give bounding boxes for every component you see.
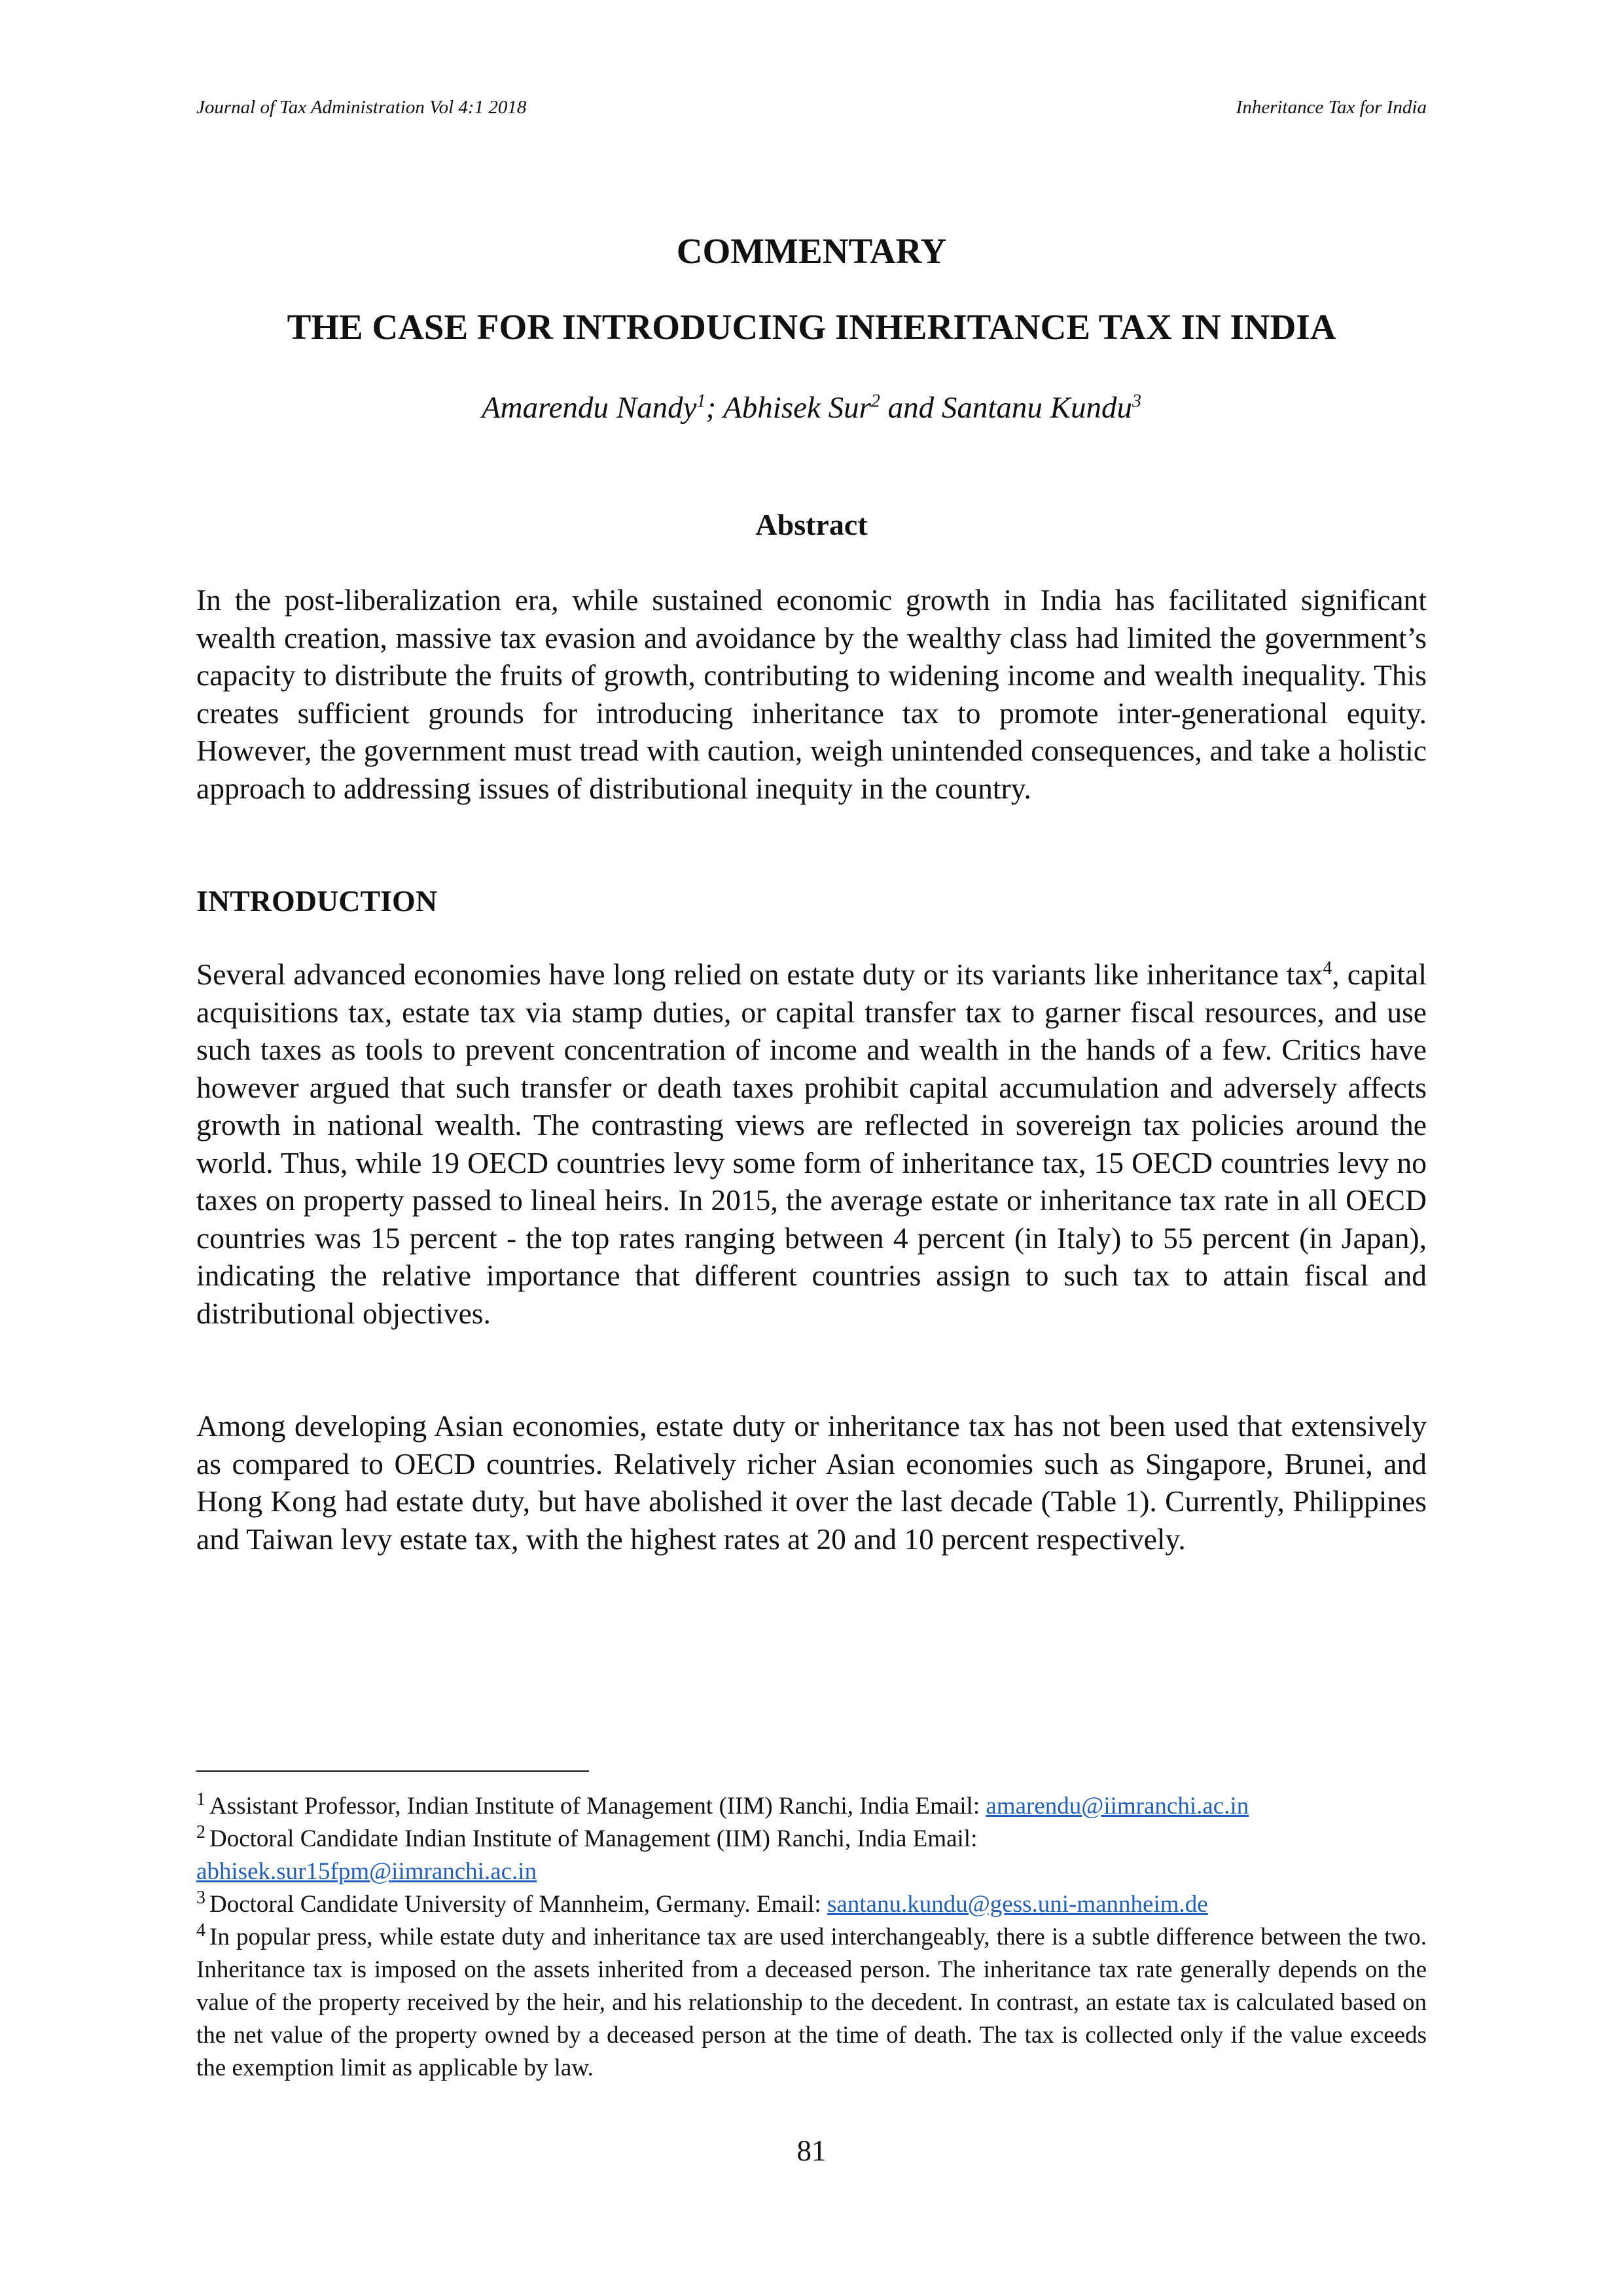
author-line — [196, 390, 1427, 425]
introduction-paragraph: Among developing Asian economies, estate duty or inheritance tax has not been used that extensively as compared to OECD countries. Relatively richer Asian economies such as Singapore, Brunei, and Hong Kong had estate duty, but have abolished it over the last decade (Table 1). Currently, Philippines and Taiwan levy estate tax, with the highest rates at 20 and 10 percent respectively. — [196, 1409, 1427, 1556]
author-footnote-mark[interactable]: 1 — [696, 391, 706, 412]
page-number: 81 — [796, 2134, 827, 2167]
footnote-text: Doctoral Candidate Indian Institute of Management (IIM) Ranchi, India Email: — [209, 1825, 978, 1852]
short-title: Inheritance Tax for India — [1236, 97, 1427, 118]
introduction-paragraph — [196, 956, 1427, 1332]
footnote-text: In popular press, while estate duty and inheritance tax are used interchangeably, there is a subtle difference between the two. Inheritance tax is imposed on the assets inherited from a deceased person. The inheritance tax rate generally depends on the value of the property received by the heir, and his relationship to the decedent. In contrast, an estate tax is calculated based on the net value of the property owned by a deceased person at the time of death. The tax is collected only if the value exceeds the exemption limit as applicable by law. — [196, 1924, 1427, 2081]
footnote-text: Assistant Professor, Indian Institute of Management (IIM) Ranchi, India Email: — [209, 1793, 986, 1820]
abstract-heading: Abstract — [755, 508, 868, 541]
footnotes — [196, 1790, 1427, 2085]
abstract-text: In the post-liberalization era, while sustained economic growth in India has facilitated significant wealth creation, massive tax evasion and avoidance by the wealthy class had limited the government’s capacity to distribute the fruits of growth, contributing to widening income and wealth inequality. This creates sufficient grounds for introducing inheritance tax to promote inter-generational equity. However, the government must tread with caution, weigh unintended consequences, and take a holistic approach to addressing issues of distributional inequity in the country. — [196, 583, 1427, 805]
article-title: THE CASE FOR INTRODUCING INHERITANCE TAX IN INDIA — [287, 307, 1336, 347]
author-footnote-mark[interactable]: 2 — [870, 391, 880, 412]
footnote-text: Doctoral Candidate University of Mannheim, Germany. Email: — [209, 1891, 827, 1918]
introduction-heading: INTRODUCTION — [196, 884, 438, 918]
footnote — [196, 1823, 1427, 1888]
author-footnote-mark[interactable]: 3 — [1132, 391, 1142, 412]
running-header — [196, 97, 1427, 123]
footnote-mark: 1 — [196, 1789, 205, 1810]
footnote — [196, 1888, 1427, 1921]
footnote — [196, 1790, 1427, 1823]
footnote-mark: 2 — [196, 1821, 205, 1842]
author-name: Santanu Kundu — [941, 391, 1133, 425]
author-separator: ; — [705, 391, 724, 425]
journal-citation: Journal of Tax Administration Vol 4:1 2018 — [196, 97, 527, 118]
section-label: COMMENTARY — [676, 231, 947, 271]
footnote-mark: 3 — [196, 1887, 205, 1908]
author-separator: and — [880, 391, 942, 425]
footnote-divider — [196, 1770, 589, 1772]
email-link[interactable]: abhisek.sur15fpm@iimranchi.ac.in — [196, 1858, 537, 1885]
author-name: Abhisek Sur — [723, 391, 871, 425]
footnote-reference[interactable]: 4 — [1323, 958, 1332, 978]
paragraph-text: Several advanced economies have long relied on estate duty or its variants like inheritance tax — [196, 958, 1323, 991]
footnote-mark: 4 — [196, 1920, 205, 1941]
email-link[interactable]: santanu.kundu@gess.uni-mannheim.de — [827, 1891, 1208, 1918]
paragraph-text: , capital acquisitions tax, estate tax via stamp duties, or capital transfer tax to garner fiscal resources, and use such taxes as tools to prevent concentration of income and wealth in the hands of a few. Critics have however argued that such transfer or death taxes prohibit capital accumulation and adversely affects growth in national wealth. The contrasting views are reflected in sovereign tax policies around the world. Thus, while 19 OECD countries levy some form of inheritance tax, 15 OECD countries levy no taxes on property passed to lineal heirs. In 2015, the average estate or inheritance tax rate in all OECD countries was 15 percent - the top rates ranging between 4 percent (in Italy) to 55 percent (in Japan), indicating the relative importance that different countries assign to such tax to attain fiscal and distributional objectives. — [196, 958, 1427, 1330]
author-name: Amarendu Nandy — [481, 391, 697, 425]
email-link[interactable]: amarendu@iimranchi.ac.in — [986, 1793, 1249, 1820]
footnote — [196, 1921, 1427, 2085]
